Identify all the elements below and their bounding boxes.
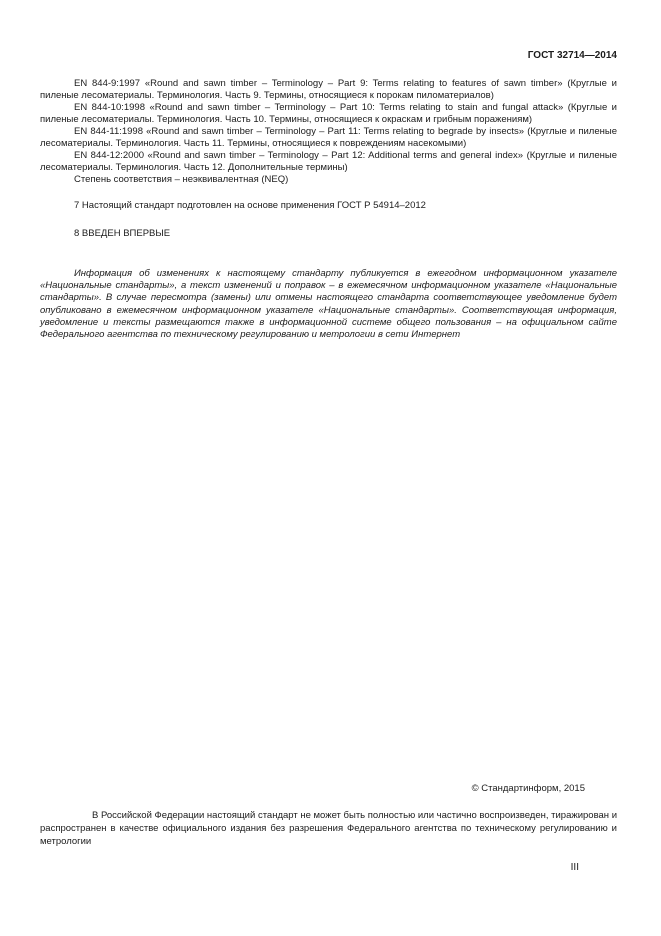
- document-body: [40, 78, 617, 341]
- reproduction-restriction: В Российской Федерации настоящий стандарт не может быть полностью или частично воспроизведен, тиражирован и распространен в качестве официального издания без разрешения Федерального агентства по техническому регулированию и метрологии: [40, 810, 618, 847]
- standard-reference-en844-10: EN 844-10:1998 «Round and sawn timber – Terminology – Part 10: Terms relating to stain and fungal attack» (Круглые и пиленые лесоматериалы. Терминология. Часть 10. Термины, относящиеся к окраскам и грибным поражениям): [40, 102, 617, 125]
- blank-space: [40, 341, 617, 783]
- copyright-line: © Стандартинформ, 2015: [471, 783, 585, 794]
- clause-8: 8 ВВЕДЕН ВПЕРВЫЕ: [74, 228, 171, 239]
- amendments-notice: Информация об изменениях к настоящему стандарту публикуется в ежегодном информационном указателе «Национальные стандарты», а текст изменений и поправок – в ежемесячном информационном указателе «Национальные стандарты». В случае пересмотра (замены) или отмены настоящего стандарта соответствующее уведомление будет опубликовано в ежемесячном информационном указателе «Национальные стандарты». Соответствующая информация, уведомление и тексты размещаются также в информационной системе общего пользования – на официальном сайте Федерального агентства по техническому регулированию и метрологии в сети Интернет: [40, 268, 617, 341]
- page-number: III: [570, 862, 579, 873]
- standard-reference-en844-11: EN 844-11:1998 «Round and sawn timber – Terminology – Part 11: Terms relating to begrade by insects» (Круглые и пиленые лесоматериалы. Терминология. Часть 11. Термины, относящиеся к повреждениям насекомыми): [40, 126, 617, 149]
- conformity-degree-line: Степень соответствия – неэквивалентная (NEQ): [74, 174, 289, 185]
- clause-7: 7 Настоящий стандарт подготовлен на основе применения ГОСТ Р 54914–2012: [74, 200, 426, 211]
- doc-number: ГОСТ 32714—2014: [527, 50, 617, 61]
- standard-reference-en844-9: EN 844-9:1997 «Round and sawn timber – Terminology – Part 9: Terms relating to features of sawn timber» (Круглые и пиленые лесоматериалы. Терминология. Часть 9. Термины, относящиеся к порокам пиломатериалов): [40, 78, 617, 101]
- standard-reference-en844-12: EN 844-12:2000 «Round and sawn timber – Terminology – Part 12: Additional terms and general index» (Круглые и пиленые лесоматериалы. Терминология. Часть 12. Дополнительные термины): [40, 150, 617, 173]
- page-header: [40, 50, 617, 62]
